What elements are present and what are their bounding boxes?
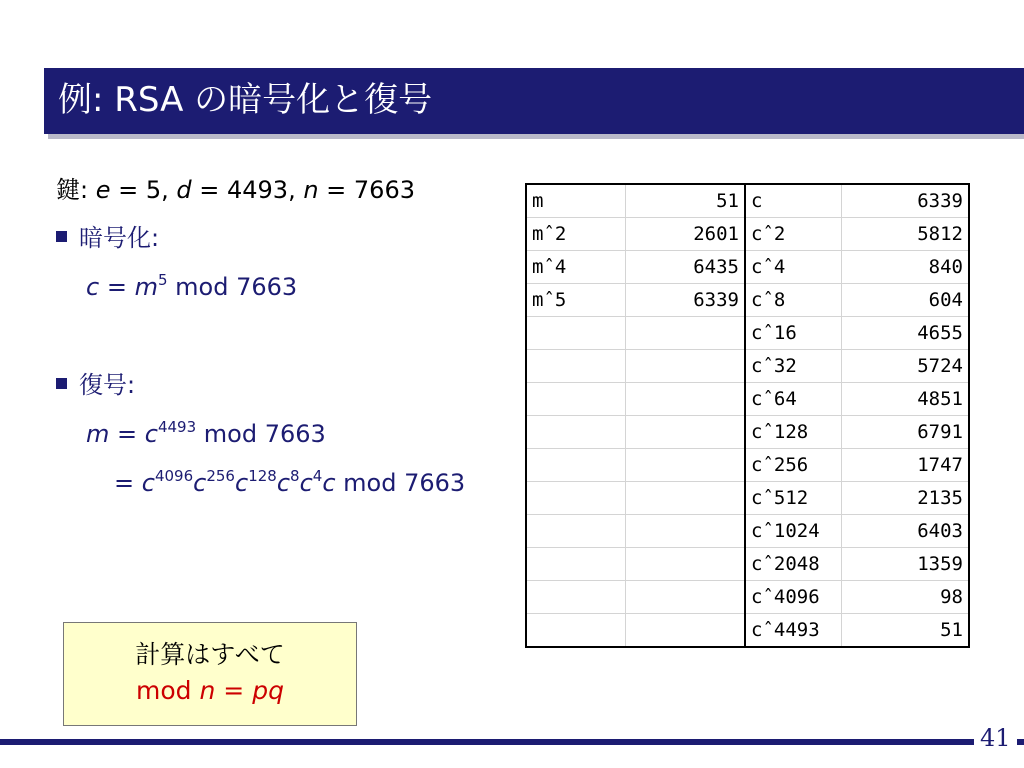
page-number: 41 — [974, 724, 1017, 752]
table-cell — [526, 548, 626, 581]
table-cell: cˆ2048 — [745, 548, 842, 581]
exp-term-base: c — [276, 469, 291, 497]
table-cell: m — [526, 184, 626, 218]
exp-term-exp: 256 — [206, 467, 235, 485]
table-row — [526, 251, 969, 284]
expansion-formula — [114, 463, 465, 506]
table-cell — [526, 581, 626, 614]
table-cell — [626, 482, 746, 515]
exp-tail: mod 7663 — [335, 469, 466, 497]
table-row — [526, 548, 969, 581]
exp-terms — [142, 469, 336, 497]
table-cell: cˆ4493 — [745, 614, 842, 648]
footer-rule — [0, 739, 1024, 745]
var-e: e — [95, 176, 111, 204]
table-cell — [626, 614, 746, 648]
table-cell: 51 — [842, 614, 970, 648]
table-cell — [626, 515, 746, 548]
note-line2 — [64, 673, 356, 709]
bullet-square-icon — [56, 378, 67, 389]
table-cell — [626, 317, 746, 350]
table-row — [526, 581, 969, 614]
table-cell: c — [745, 184, 842, 218]
table-row — [526, 614, 969, 648]
table-row — [526, 515, 969, 548]
decrypt-label: 復号: — [79, 371, 136, 399]
exp-eq: = — [114, 469, 142, 497]
exp-term-exp: 4 — [312, 467, 323, 485]
table-cell: 6339 — [626, 284, 746, 317]
table-cell: mˆ4 — [526, 251, 626, 284]
table-cell — [526, 515, 626, 548]
table-cell: 5724 — [842, 350, 970, 383]
note-pq: pq — [252, 676, 284, 705]
table-cell: cˆ4096 — [745, 581, 842, 614]
table-cell — [626, 350, 746, 383]
enc-exp: 5 — [157, 271, 168, 289]
table-cell: 5812 — [842, 218, 970, 251]
table-cell — [526, 614, 626, 648]
decrypt-formula — [86, 414, 326, 457]
exp-term-base: c — [322, 469, 336, 497]
note-eq: = — [215, 676, 253, 705]
table-cell: cˆ4 — [745, 251, 842, 284]
table-cell: 6791 — [842, 416, 970, 449]
table-cell: cˆ16 — [745, 317, 842, 350]
decrypt-heading — [56, 365, 135, 405]
note-line1: 計算はすべて — [135, 640, 285, 669]
table-cell: 604 — [842, 284, 970, 317]
table-cell — [526, 482, 626, 515]
table-cell: cˆ256 — [745, 449, 842, 482]
table-cell — [626, 383, 746, 416]
table-cell: 4851 — [842, 383, 970, 416]
note-box — [63, 622, 357, 726]
var-n: n — [303, 176, 319, 204]
table-cell: 1359 — [842, 548, 970, 581]
table-row — [526, 284, 969, 317]
table-row — [526, 383, 969, 416]
table-cell: cˆ32 — [745, 350, 842, 383]
table-cell: 840 — [842, 251, 970, 284]
table-cell: cˆ128 — [745, 416, 842, 449]
table-cell — [526, 449, 626, 482]
table-cell — [526, 350, 626, 383]
title-bar — [44, 68, 1024, 134]
table-cell — [526, 317, 626, 350]
table-cell: 51 — [626, 184, 746, 218]
dec-exp: 4493 — [157, 418, 197, 436]
table-row — [526, 482, 969, 515]
val-e: = 5, — [110, 176, 177, 204]
table-cell — [626, 416, 746, 449]
table-cell: 6403 — [842, 515, 970, 548]
table-cell: cˆ8 — [745, 284, 842, 317]
table-cell: 4655 — [842, 317, 970, 350]
table-row — [526, 218, 969, 251]
note-n: n — [199, 676, 216, 705]
table-cell: mˆ2 — [526, 218, 626, 251]
key-label: 鍵: — [56, 176, 96, 204]
table-cell: 2135 — [842, 482, 970, 515]
table-cell: cˆ64 — [745, 383, 842, 416]
power-table — [525, 183, 970, 648]
var-d: d — [176, 176, 192, 204]
val-d: = 4493, — [191, 176, 304, 204]
table-cell: 6339 — [842, 184, 970, 218]
enc-c: c — [86, 273, 100, 301]
exp-term-exp: 128 — [248, 467, 277, 485]
dec-m: m — [86, 420, 110, 448]
dec-eq: = — [109, 420, 145, 448]
dec-tail: mod 7663 — [196, 420, 326, 448]
encrypt-label: 暗号化: — [79, 224, 160, 252]
exp-term-exp: 4096 — [154, 467, 194, 485]
val-n: = 7663 — [318, 176, 415, 204]
encrypt-formula — [86, 267, 297, 310]
dec-c: c — [144, 420, 158, 448]
table-cell: cˆ512 — [745, 482, 842, 515]
table-cell — [626, 581, 746, 614]
table-cell — [626, 449, 746, 482]
table-row — [526, 350, 969, 383]
table-row — [526, 449, 969, 482]
table-cell: cˆ1024 — [745, 515, 842, 548]
enc-tail: mod 7663 — [167, 273, 298, 301]
exp-term-base: c — [193, 469, 207, 497]
table-row — [526, 317, 969, 350]
table-cell: cˆ2 — [745, 218, 842, 251]
table-cell: 6435 — [626, 251, 746, 284]
slide-title: 例: RSA の暗号化と復号 — [58, 80, 433, 120]
key-line — [56, 170, 415, 210]
table-cell: 1747 — [842, 449, 970, 482]
table-cell: 2601 — [626, 218, 746, 251]
table-cell: 98 — [842, 581, 970, 614]
enc-eq: = — [99, 273, 135, 301]
table-cell — [526, 416, 626, 449]
exp-term-base: c — [234, 469, 249, 497]
exp-term-base: c — [141, 469, 155, 497]
table-row — [526, 416, 969, 449]
exp-term-exp: 8 — [290, 467, 300, 485]
table-row — [526, 184, 969, 218]
table-cell — [526, 383, 626, 416]
table-cell — [626, 548, 746, 581]
encrypt-heading — [56, 218, 159, 258]
table-cell: mˆ5 — [526, 284, 626, 317]
note-mod: mod — [136, 676, 200, 705]
exp-term-base: c — [299, 469, 313, 497]
enc-m: m — [134, 273, 158, 301]
bullet-square-icon — [56, 231, 67, 242]
